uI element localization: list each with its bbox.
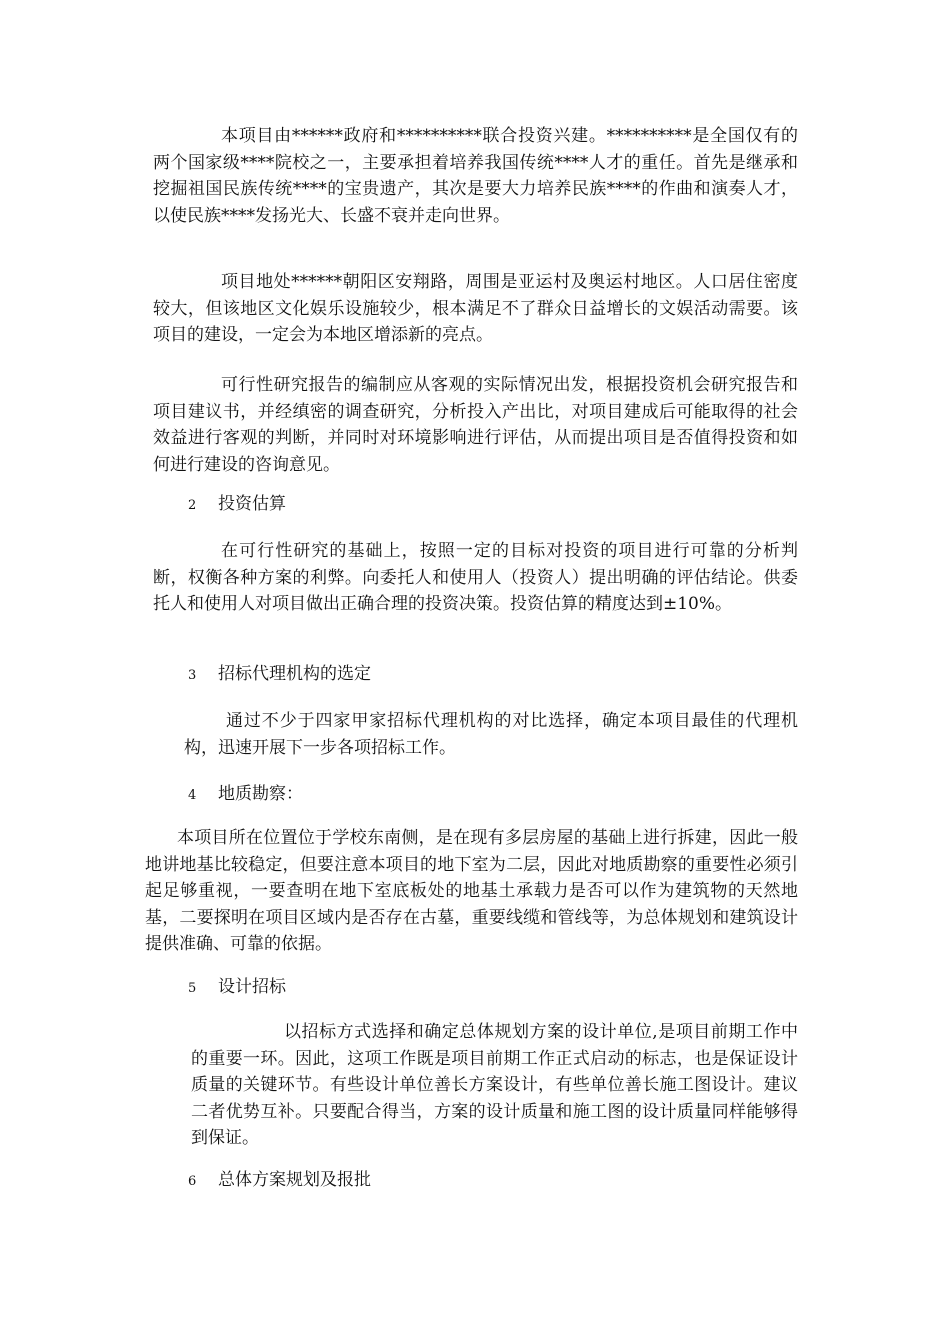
section-heading-2	[188, 491, 286, 519]
section-body-2: 在可行性研究的基础上，按照一定的目标对投资的项目进行可靠的分析判断，权衡各种方案的利弊。向委托人和使用人（投资人）提出明确的评估结论。供委托人和使用人对项目做出正确合理的投资决策。投资估算的精度达到±10%。	[153, 541, 798, 614]
intro-paragraph-1: 本项目由******政府和**********联合投资兴建。**********是全国仅有的两个国家级****院校之一，主要承担着培养我国传统****人才的重任。首先是继承和挖掘祖国民族传统****的宝贵遗产，其次是要大力培养民族****的作曲和演奏人才，以使民族****发扬光大、长盛不衰并走向世界。	[153, 126, 798, 226]
section-heading-5	[188, 974, 286, 1002]
section-body-3: 通过不少于四家甲家招标代理机构的对比选择，确定本项目最佳的代理机构，迅速开展下一步各项招标工作。	[184, 711, 798, 758]
section-heading-3	[188, 661, 371, 689]
section-number: 4	[188, 788, 197, 803]
section-number: 3	[188, 668, 197, 683]
section-title: 设计招标	[218, 977, 286, 997]
section-number: 5	[188, 981, 197, 996]
section-number: 2	[188, 498, 197, 513]
section-heading-4	[188, 781, 303, 809]
intro-paragraph-2: 项目地处******朝阳区安翔路，周围是亚运村及奥运村地区。人口居住密度较大，但该地区文化娱乐设施较少，根本满足不了群众日益增长的文娱活动需要。该项目的建设，一定会为本地区增添新的亮点。	[153, 272, 798, 345]
section-body-5: 以招标方式选择和确定总体规划方案的设计单位,是项目前期工作中的重要一环。因此，这项工作既是项目前期工作正式启动的标志，也是保证设计质量的关键环节。有些设计单位善长方案设计，有些单位善长施工图设计。建议二者优势互补。只要配合得当，方案的设计质量和施工图的设计质量同样能够得到保证。	[191, 1022, 798, 1148]
section-number: 6	[188, 1174, 197, 1189]
section-title: 投资估算	[218, 494, 286, 514]
section-title: 地质勘察：	[218, 784, 303, 804]
section-body-4: 本项目所在位置位于学校东南侧，是在现有多层房屋的基础上进行拆建，因此一般地讲地基比较稳定，但要注意本项目的地下室为二层，因此对地质勘察的重要性必须引起足够重视，一要查明在地下室底板处的地基土承载力是否可以作为建筑物的天然地基，二要探明在项目区域内是否存在古墓，重要线缆和管线等，为总体规划和建筑设计提供准确、可靠的依据。	[145, 828, 798, 954]
section-title: 招标代理机构的选定	[218, 664, 371, 684]
section-heading-6	[188, 1167, 371, 1195]
intro-paragraph-3: 可行性研究报告的编制应从客观的实际情况出发，根据投资机会研究报告和项目建议书，并经缜密的调查研究，分析投入产出比，对项目建成后可能取得的社会效益进行客观的判断，并同时对环境影响进行评估，从而提出项目是否值得投资和如何进行建设的咨询意见。	[153, 375, 798, 475]
section-title: 总体方案规划及报批	[218, 1170, 371, 1190]
